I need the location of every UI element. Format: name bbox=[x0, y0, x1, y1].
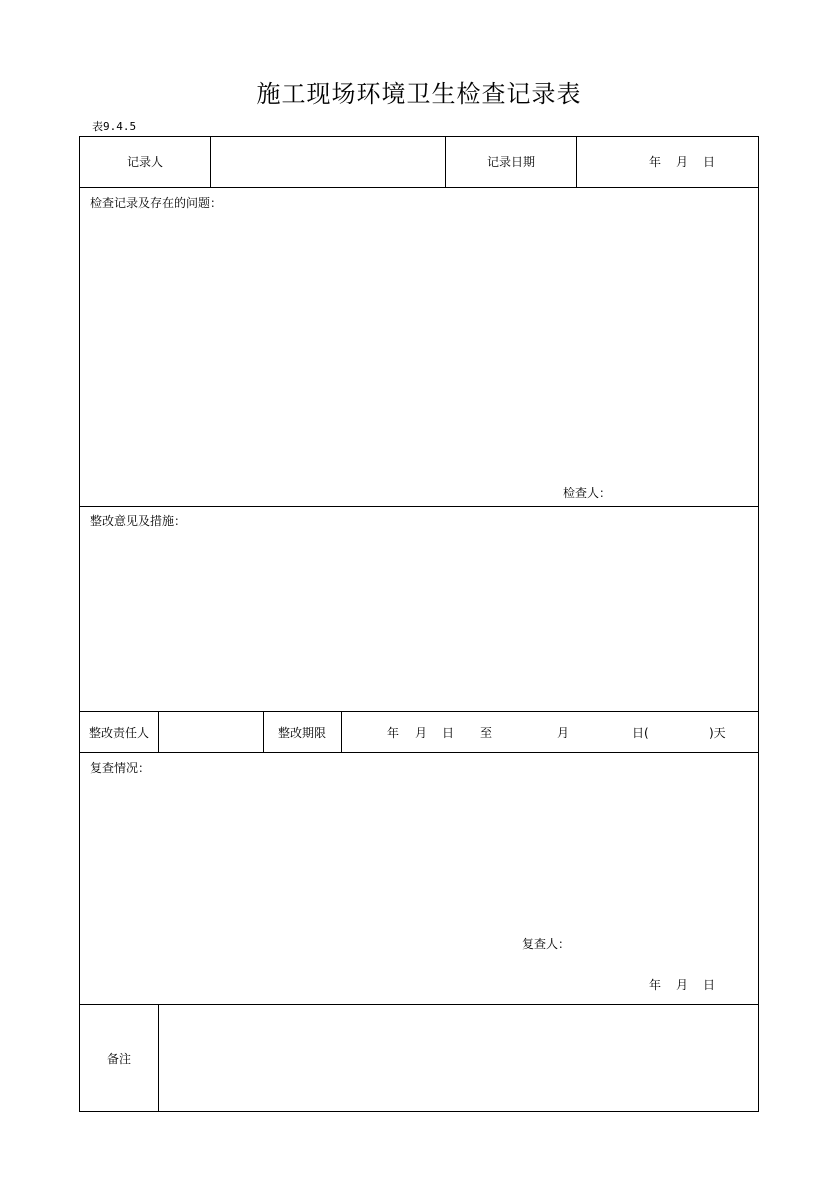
date-day: 日 bbox=[703, 155, 716, 169]
form-code: 表9.4.5 bbox=[92, 120, 137, 133]
deadline-end-month: 月 bbox=[557, 726, 570, 740]
deadline-field[interactable] bbox=[342, 712, 758, 752]
responsible-person-label: 整改责任人 bbox=[88, 726, 150, 740]
recheck-month: 月 bbox=[676, 978, 689, 992]
recorder-label: 记录人 bbox=[126, 155, 164, 169]
inspection-label: 检查记录及存在的问题： bbox=[90, 196, 223, 210]
record-date-field[interactable] bbox=[577, 137, 758, 187]
deadline-to: 至 bbox=[480, 726, 493, 740]
responsible-person-field[interactable] bbox=[159, 712, 263, 752]
deadline-month: 月 bbox=[415, 726, 428, 740]
remarks-label: 备注 bbox=[106, 1052, 132, 1066]
rectification-area[interactable] bbox=[80, 507, 758, 711]
record-date-label: 记录日期 bbox=[486, 155, 536, 169]
deadline-days: )天 bbox=[709, 726, 726, 740]
inspection-record-area[interactable] bbox=[80, 188, 758, 506]
page-title: 施工现场环境卫生检查记录表 bbox=[256, 80, 582, 108]
col-divider bbox=[263, 712, 264, 752]
record-form bbox=[79, 136, 759, 1112]
deadline-day: 日 bbox=[442, 726, 455, 740]
deadline-label: 整改期限 bbox=[277, 726, 327, 740]
deadline-year: 年 bbox=[387, 726, 400, 740]
recheck-day: 日 bbox=[703, 978, 716, 992]
remarks-field[interactable] bbox=[159, 1005, 758, 1111]
deadline-end-day: 日( bbox=[632, 726, 649, 740]
recheck-label: 复查情况： bbox=[90, 761, 151, 775]
recheck-area[interactable] bbox=[80, 753, 758, 1004]
rectification-label: 整改意见及措施： bbox=[90, 514, 187, 528]
rechecker-label: 复查人： bbox=[522, 937, 571, 951]
date-year: 年 bbox=[649, 155, 662, 169]
inspector-label: 检查人： bbox=[563, 486, 612, 500]
col-divider bbox=[445, 137, 446, 187]
date-month: 月 bbox=[676, 155, 689, 169]
recorder-field[interactable] bbox=[211, 137, 445, 187]
recheck-year: 年 bbox=[649, 978, 662, 992]
